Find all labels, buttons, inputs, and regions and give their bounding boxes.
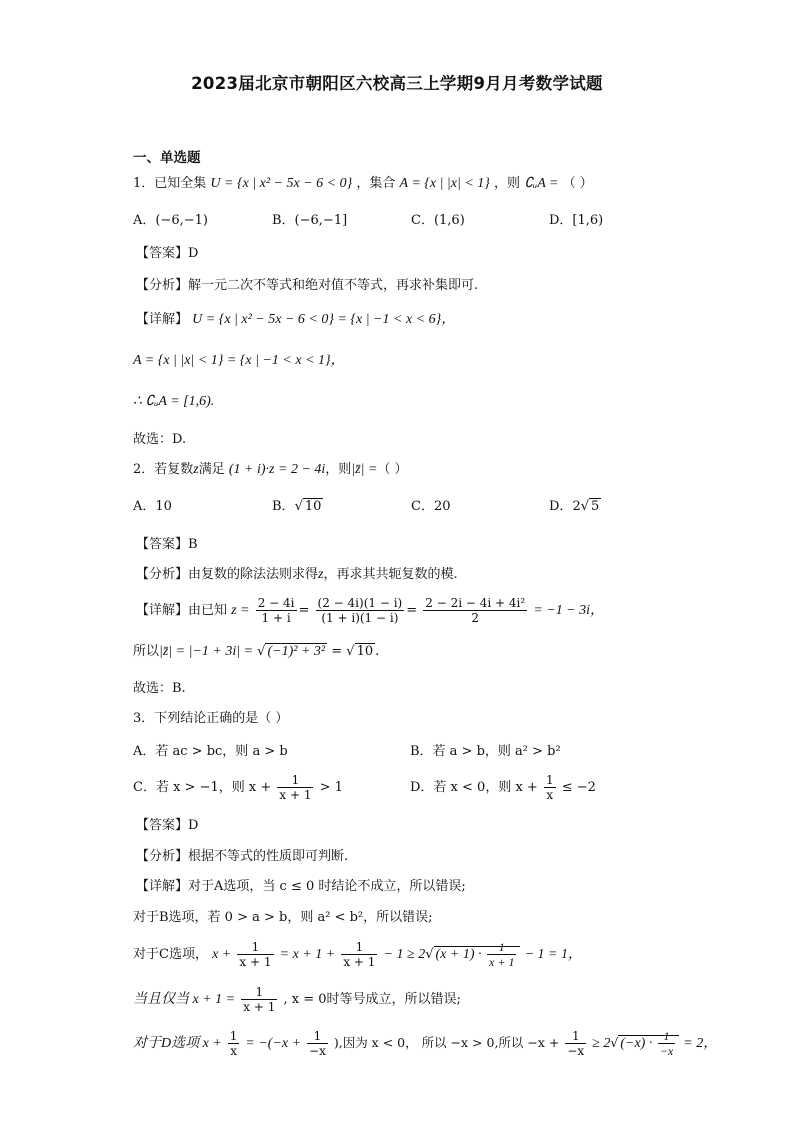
radicand: 5 xyxy=(591,499,600,514)
q2-option-c: C．20 xyxy=(411,499,451,514)
section-heading: 一、单选题 xyxy=(133,150,201,166)
detail-formula: = −1 − 3i， xyxy=(533,603,605,618)
radicand: (−1)² + 3² xyxy=(267,644,326,659)
answer-label: 【答案】 xyxy=(136,246,189,261)
q1-analysis xyxy=(136,275,478,297)
answer-value: D xyxy=(188,818,199,833)
q3-analysis xyxy=(136,846,348,868)
q3-stem: 3．下列结论正确的是（ ） xyxy=(133,711,289,726)
radicand: 10 xyxy=(356,644,374,659)
q1-option-b: B．(−6,−1] xyxy=(272,213,348,228)
answer-label: 【答案】 xyxy=(136,818,189,833)
q1-option-d: D．[1,6) xyxy=(549,213,604,228)
q3-detail-b: 对于B选项，若 0 > a > b，则 a² < b²，所以错误; xyxy=(133,910,433,925)
q3-detail-d: 对于D选项 x + $\frac{1}{x}$ = −(−x + $\frac{1}{-x}$ ),因为 x < 0， 所以 −x > 0,所以 −x + $\frac{1}{-x}$ ≥ 2√ (−x) · $\frac{1}{-x}$ = 2， xyxy=(133,1029,718,1059)
q1-set-u: U = {x | x² − 5x − 6 < 0} xyxy=(210,176,353,191)
fraction: $\frac{1}{-x}$ xyxy=(567,1029,585,1058)
q2-option-b: B．√ 10 xyxy=(272,499,322,514)
detail-formula: ∴ ∁ᵤA = [1,6). xyxy=(133,394,215,409)
q1-stem xyxy=(133,173,593,195)
answer-value: B xyxy=(188,537,198,552)
fraction: $\frac{1}{x + 1}$ xyxy=(343,940,376,969)
fraction: $\frac{1}{x + 1}$ xyxy=(279,773,312,802)
detail-formula: = x + 1 + xyxy=(279,947,336,962)
q1-detail-line-3 xyxy=(133,391,214,413)
equals-sign: = xyxy=(331,644,343,659)
q3-option-d xyxy=(410,773,596,803)
fraction: $\frac{2 - 4i}{1 + i}$ xyxy=(257,596,295,625)
detail-formula: x + xyxy=(212,947,232,962)
detail-formula: ≥ 2 xyxy=(592,1036,611,1051)
detail-text: 由已知 xyxy=(188,603,228,618)
q2-detail-line-2: 所以|z̄| = |−1 + 3i| = √ (−1)² + 3² = √ 10 . xyxy=(133,644,380,659)
fraction: $\frac{1}{x + 1}$ xyxy=(239,940,272,969)
q2-stem-text: ，则 xyxy=(325,462,352,477)
q1-detail-line-2 xyxy=(133,350,345,372)
analysis-text: ，再求其共轭复数的模. xyxy=(323,567,458,582)
q1-option-c: C．(1,6) xyxy=(411,213,465,228)
q2-var-z: z xyxy=(318,567,324,582)
q2-answer xyxy=(136,534,198,556)
q2-stem-text: 2．若复数 xyxy=(133,462,194,477)
detail-text: ),因为 x < 0， 所以 −x > 0,所以 −x + xyxy=(333,1035,560,1050)
analysis-label: 【分析】 xyxy=(136,567,189,582)
q1-set-a: A = {x | |x| < 1} xyxy=(399,176,490,191)
fraction: $\frac{\text{2 − 2i − 4i + 4i²}}{2}$ xyxy=(425,596,526,625)
option-text: ≤ −2 xyxy=(561,780,596,795)
document-title: 2023届北京市朝阳区六校高三上学期9月月考数学试题 xyxy=(191,74,603,93)
q2-var-z: z xyxy=(193,462,199,477)
q3-answer xyxy=(136,815,198,837)
q3-detail-c: 对于C选项， x + $\frac{1}{x + 1}$ = x + 1 + $\frac{1}{x + 1}$ − 1 ≥ 2√ (x + 1) · $\frac{1}{x + 1}$ − 1 = 1， xyxy=(133,940,582,970)
detail-text: , x = 0时等号成立，所以错误; xyxy=(283,992,461,1007)
analysis-label: 【分析】 xyxy=(136,849,189,864)
answer-label: 【答案】 xyxy=(136,537,189,552)
q1-paren: （ ） xyxy=(562,176,593,191)
analysis-text: 由复数的除法法则求得 xyxy=(188,567,319,582)
detail-formula: A = {x | |x| < 1} = {x | −1 < x < 1}， xyxy=(133,353,345,368)
q3-detail-c2 xyxy=(133,985,461,1015)
radicand: 10 xyxy=(304,499,322,514)
detail-text: 对于A选项，当 c ≤ 0 时结论不成立，所以错误; xyxy=(188,879,466,894)
option-text: C．若 x > −1，则 x + xyxy=(133,780,272,795)
detail-formula: 对于D选项 x + xyxy=(133,1036,222,1051)
q1-complement: ∁ᵤA = xyxy=(524,176,559,191)
fraction: $\frac{1}{x}$ xyxy=(545,773,554,802)
option-text: > 1 xyxy=(319,780,343,795)
q1-detail xyxy=(136,309,455,331)
q3-option-c xyxy=(133,773,343,803)
detail-label: 【详解】 xyxy=(136,879,189,894)
option-text: D．若 x < 0，则 x + xyxy=(410,780,538,795)
radical: (−x) · $\frac{1}{-x}$ xyxy=(618,1035,679,1051)
q2-detail: 【详解】由已知 z = $\frac{2 - 4i}{1 + i}$ = $\frac{(2 - 4i)(1 - i)}{(1 + i)(1 - i)}$ = $\frac{\text{2 − 2i − 4i + 4i²}}{2}$ = −1 − 3i， xyxy=(136,596,605,625)
q2-condition: (1 + i)·z = 2 − 4i xyxy=(228,462,326,477)
detail-text: 所以 xyxy=(133,644,160,659)
detail-formula: = 2， xyxy=(683,1036,718,1051)
detail-label: 【详解】 xyxy=(136,603,189,618)
q2-modulus: |z̄| = xyxy=(351,462,378,477)
q2-analysis xyxy=(136,564,458,586)
coefficient: 2 xyxy=(572,499,581,514)
detail-formula: U = {x | x² − 5x − 6 < 0} = {x | −1 < x < 6}， xyxy=(192,312,456,327)
detail-formula: − 1 = 1， xyxy=(524,947,582,962)
detail-formula: − 1 ≥ 2 xyxy=(383,947,426,962)
q2-option-a: A．10 xyxy=(133,499,172,514)
q1-conclusion: 故选：D. xyxy=(133,432,187,447)
q2-stem-text: 满足 xyxy=(198,462,225,477)
q3-option-a: A．若 ac > bc，则 a > b xyxy=(133,744,288,759)
q2-stem xyxy=(133,459,408,481)
fraction: $\frac{1}{-x}$ xyxy=(309,1029,326,1058)
option-label: D． xyxy=(549,499,573,514)
q1-answer xyxy=(136,243,198,265)
detail-label: 【详解】 xyxy=(136,312,189,327)
q1-stem-text: ，集合 xyxy=(356,176,396,191)
q1-stem-text: ，则 xyxy=(494,176,521,191)
q3-option-b: B．若 a > b，则 a² > b² xyxy=(410,744,561,759)
analysis-label: 【分析】 xyxy=(136,278,189,293)
q2-option-d: D．2√ 5 xyxy=(549,499,600,514)
radical: (x + 1) · $\frac{1}{x + 1}$ xyxy=(434,946,521,962)
fraction: $\frac{1}{x + 1}$ xyxy=(243,985,276,1014)
detail-formula: |z̄| = |−1 + 3i| = xyxy=(159,644,254,659)
analysis-text: 解一元二次不等式和绝对值不等式，再求补集即可. xyxy=(188,278,479,293)
fraction: $\frac{(2 - 4i)(1 - i)}{(1 + i)(1 - i)}$ xyxy=(317,596,403,625)
answer-value: D xyxy=(188,246,199,261)
q1-option-a: A．(−6,−1) xyxy=(133,213,208,228)
fraction: $\frac{1}{x}$ xyxy=(229,1029,238,1058)
analysis-text: 根据不等式的性质即可判断. xyxy=(188,849,349,864)
q2-paren: （ ） xyxy=(377,462,408,477)
detail-text: 对于C选项， xyxy=(133,947,208,962)
q3-detail xyxy=(136,876,466,898)
q1-stem-text: 1．已知全集 xyxy=(133,176,207,191)
q2-conclusion: 故选：B. xyxy=(133,681,186,696)
option-label: B． xyxy=(272,499,295,514)
detail-formula: 当且仅当 x + 1 = xyxy=(133,992,236,1007)
detail-formula: = −(−x + xyxy=(245,1036,302,1051)
